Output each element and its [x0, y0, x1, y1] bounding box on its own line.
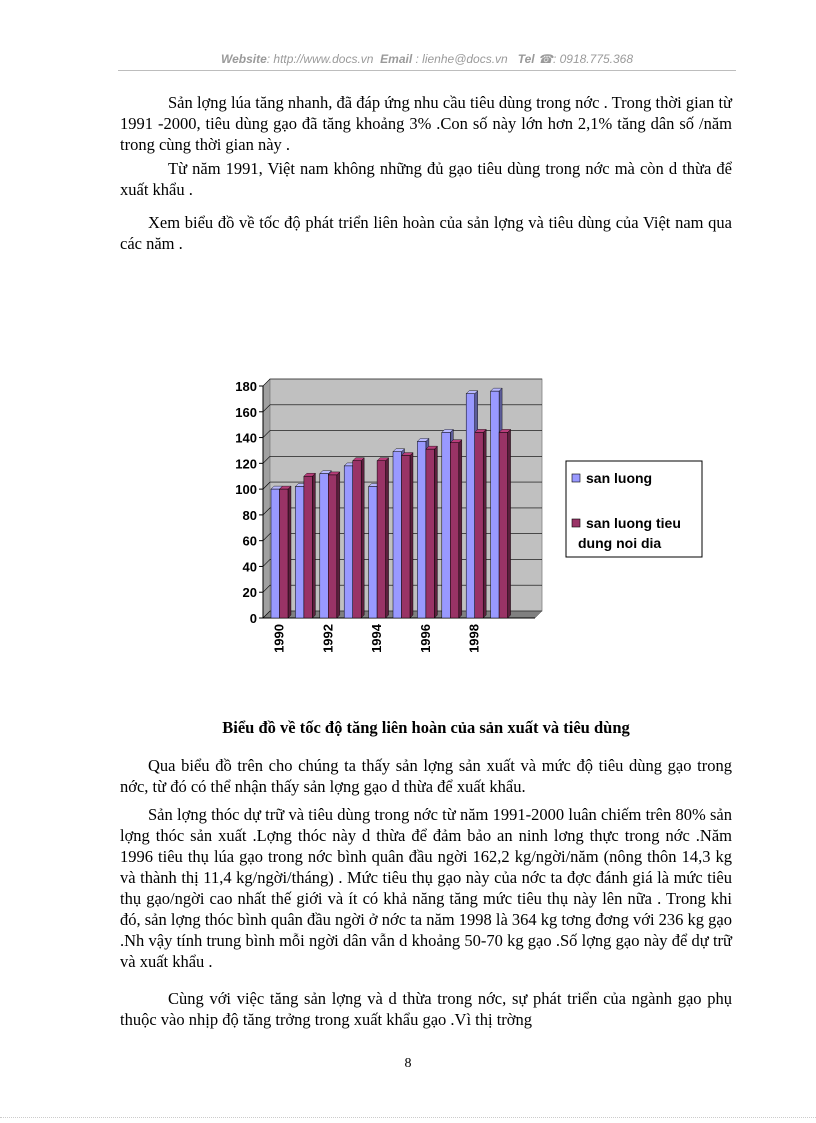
bar-side-tieu-dung-1993 [361, 458, 364, 618]
legend-label-tieu-dung: san luong tieu dung noi dia [578, 515, 681, 551]
legend-swatch-tieu-dung [572, 519, 580, 527]
x-tick-label: 1996 [417, 624, 433, 653]
website-label: Website [220, 52, 267, 66]
email-label: Email [380, 52, 413, 66]
bar-side-tieu-dung-1995 [410, 453, 413, 618]
email-value[interactable]: : lienhe@docs.vn [415, 52, 508, 66]
chart-side-wall [263, 379, 270, 618]
bar-san-luong-1994 [369, 487, 378, 618]
bar-chart [230, 365, 710, 665]
bar-san-luong-1999 [491, 391, 500, 618]
bar-side-tieu-dung-1991 [312, 473, 315, 618]
header-divider [118, 70, 736, 71]
bar-side-tieu-dung-1990 [288, 486, 291, 618]
bar-side-tieu-dung-1992 [337, 472, 340, 618]
page-number: 8 [404, 1056, 412, 1071]
bar-tieu-dung-1996 [426, 449, 435, 618]
bar-tieu-dung-1995 [402, 456, 411, 618]
y-tick-label: 60 [242, 533, 257, 549]
page-bottom-border [0, 1117, 816, 1118]
bar-san-luong-1998 [466, 394, 475, 618]
bar-san-luong-1996 [417, 441, 426, 618]
y-tick-label: 160 [235, 404, 257, 420]
y-tick-label: 120 [235, 456, 257, 472]
chart-svg [230, 365, 710, 665]
y-tick-label: 140 [235, 430, 257, 446]
x-tick-label: 1994 [369, 624, 385, 653]
paragraph-3: Xem biểu đồ về tốc độ phát triển liên hoàn của sản lợng và tiêu dùng của Việt nam qua các năm . [120, 213, 732, 253]
bar-side-tieu-dung-1998 [483, 429, 486, 618]
paragraph-5: Sản lợng thóc dự trữ và tiêu dùng trong nớc từ năm 1991-2000 luân chiếm trên 80% sản lợng thóc sản xuất .Lợng thóc này d thừa để đảm bảo an ninh lơng thực trong nớc .Năm 1996 tiêu thụ lúa gạo trong nớc bình quân đầu ngời 162,2 kg/ngời/năm (nông thôn 14,3 kg và thành thị 11,4 kg/ngời/tháng) . Mức tiêu thụ gạo này của nớc ta đợc đánh giá là mức tiêu thụ gạo/ngời cao nhất thế giới và ít có khả năng tăng mức tiêu thụ này lên nữa . Trong khi đó, sản lợng thóc bình quân đầu ngời ở nớc ta năm 1998 là 364 kg tơng đơng với 236 kg gạo .Nh vậy tính trung bình mỗi ngời dân vẫn d khoảng 50-70 kg gạo .Số lợng gạo này để dự trữ và xuất khẩu . [120, 805, 732, 971]
y-tick-label: 20 [242, 585, 257, 601]
legend-label-san-luong: san luong [586, 470, 653, 486]
bar-tieu-dung-1993 [353, 461, 362, 618]
bar-tieu-dung-1997 [450, 443, 459, 618]
y-tick-label: 100 [235, 482, 257, 498]
bar-san-luong-1992 [320, 474, 329, 618]
y-tick-label: 0 [249, 611, 257, 626]
bar-san-luong-1997 [442, 432, 451, 618]
bar-side-tieu-dung-1994 [386, 458, 389, 618]
bar-tieu-dung-1992 [328, 475, 337, 618]
y-tick-label: 40 [242, 559, 257, 575]
bar-tieu-dung-1998 [475, 432, 484, 618]
bar-san-luong-1995 [393, 452, 402, 618]
x-tick-label: 1998 [466, 624, 482, 653]
bar-tieu-dung-1990 [280, 489, 289, 618]
legend-swatch-san-luong [572, 474, 580, 482]
bar-side-tieu-dung-1999 [508, 429, 511, 618]
page-header [118, 52, 736, 66]
bar-tieu-dung-1994 [377, 461, 386, 618]
bar-side-tieu-dung-1997 [459, 440, 462, 618]
paragraph-1: Sản lợng lúa tăng nhanh, đã đáp ứng nhu cầu tiêu dùng trong nớc . Trong thời gian từ 1991 -2000, tiêu dùng gạo đã tăng khoảng 3% .Con số này lớn hơn 2,1% tăng dân số /năm trong cùng thời gian này . [120, 93, 732, 154]
x-tick-label: 1990 [271, 624, 287, 653]
paragraph-2: Từ năm 1991, Việt nam không những đủ gạo tiêu dùng trong nớc mà còn d thừa để xuất khẩu . [120, 159, 732, 199]
bar-san-luong-1991 [295, 487, 304, 618]
chart-caption: Biểu đồ về tốc độ tăng liên hoàn của sản xuất và tiêu dùng [222, 718, 630, 737]
bar-tieu-dung-1991 [304, 476, 313, 618]
y-tick-label: 180 [235, 379, 257, 394]
paragraph-4: Qua biểu đồ trên cho chúng ta thấy sản lợng sản xuất và mức độ tiêu dùng gạo trong nớc, từ đó có thể nhận thấy sản lợng gạo d thừa để xuất khẩu. [120, 756, 732, 796]
bar-tieu-dung-1999 [499, 432, 508, 618]
bar-side-tieu-dung-1996 [434, 446, 437, 618]
x-tick-label: 1992 [320, 624, 336, 653]
bar-san-luong-1990 [271, 489, 280, 618]
y-tick-label: 80 [242, 507, 257, 523]
paragraph-6: Cùng với việc tăng sản lợng và d thừa trong nớc, sự phát triển của ngành gạo phụ thuộc vào nhịp độ tăng trởng trong xuất khẩu gạo .Vì thị trờng [120, 989, 732, 1029]
tel-value: ☎: 0918.775.368 [538, 52, 634, 66]
tel-label: Tel [517, 52, 535, 66]
bar-san-luong-1993 [344, 466, 353, 618]
website-value[interactable]: : http://www.docs.vn [266, 52, 374, 66]
